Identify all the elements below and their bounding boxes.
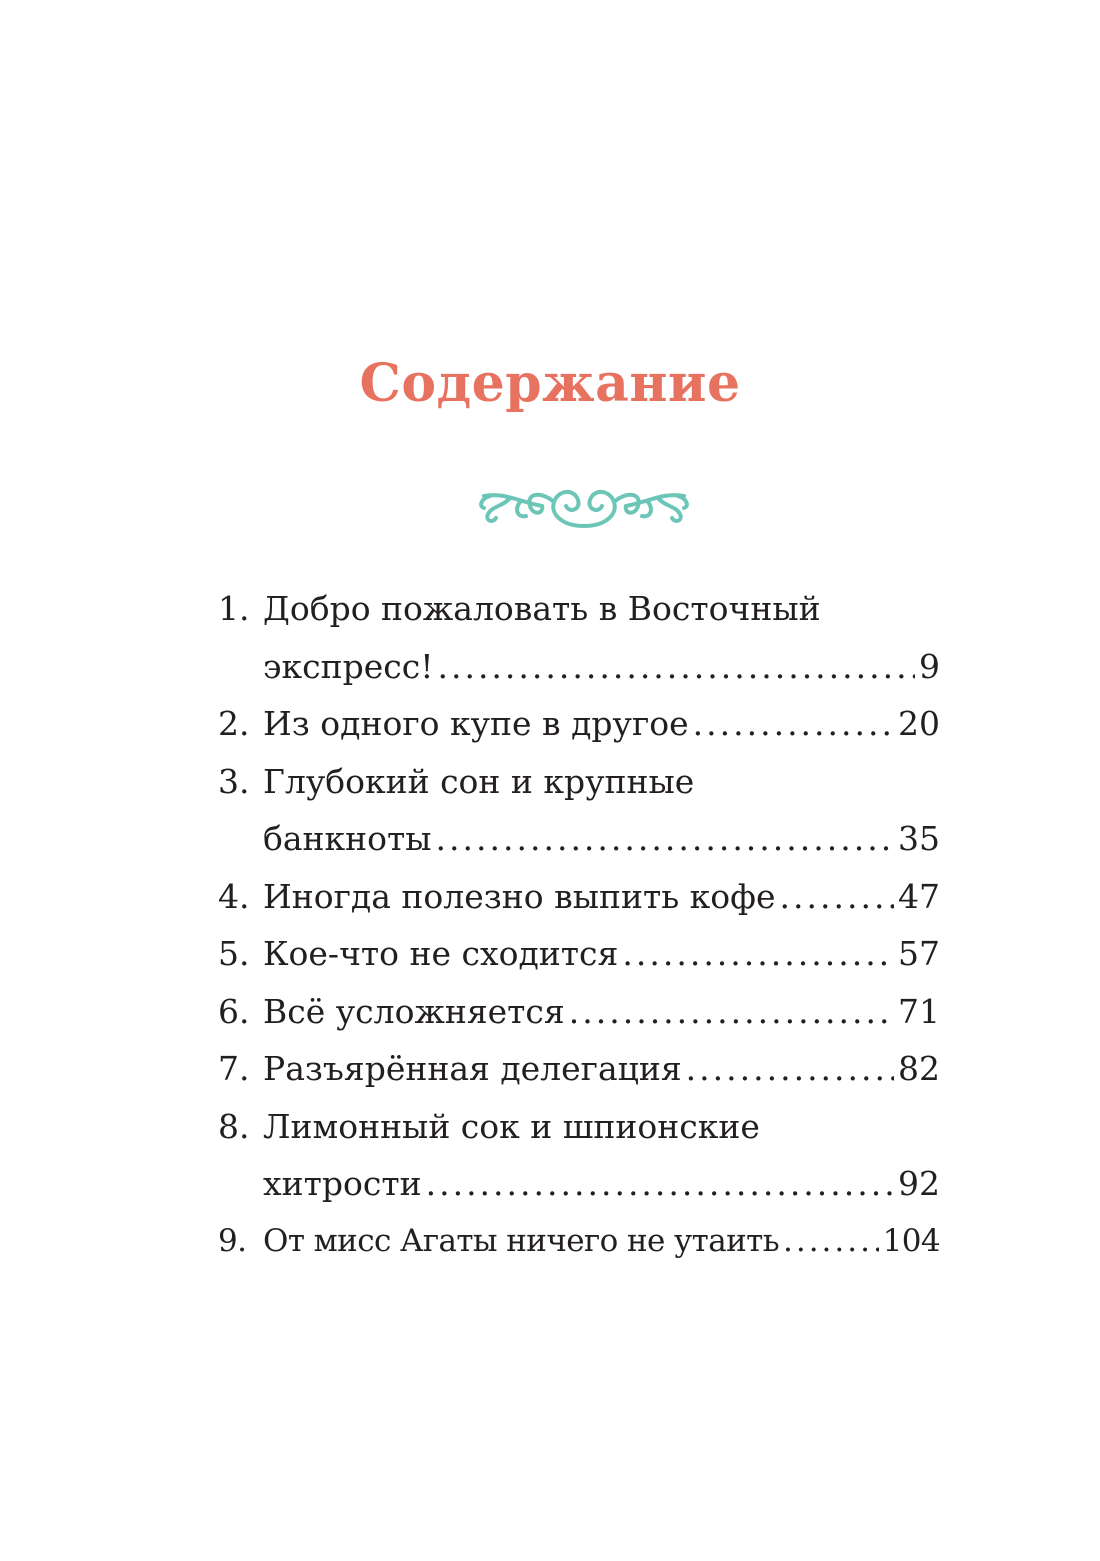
chapter-number: 6. — [218, 991, 250, 1031]
toc-entry-9[interactable] — [218, 1213, 940, 1271]
dot-leader — [622, 925, 894, 983]
page-number: 92 — [898, 1164, 940, 1203]
chapter-title: Глубокий сон и крупные — [263, 761, 695, 801]
chapter-title: Разъярённая делегация — [263, 1049, 682, 1088]
page-number: 57 — [898, 934, 940, 973]
toc-entry-8[interactable] — [218, 1098, 940, 1213]
chapter-number: 7. — [218, 1049, 250, 1088]
dot-leader — [437, 638, 915, 696]
chapter-title: Лимонный сок и шпионские — [263, 1106, 760, 1146]
page-number: 104 — [882, 1222, 940, 1259]
toc-entry-7[interactable] — [218, 1040, 940, 1098]
page-number: 82 — [898, 1049, 940, 1088]
chapter-title: Иногда полезно выпить кофе — [263, 876, 776, 916]
page-number: 47 — [898, 876, 940, 916]
page-number: 9 — [919, 646, 940, 686]
table-of-contents — [218, 580, 940, 1270]
chapter-title-continued: экспресс! — [263, 646, 434, 686]
toc-entry-4[interactable] — [218, 868, 940, 926]
chapter-number: 5. — [218, 934, 250, 973]
page-number: 20 — [898, 704, 940, 743]
dot-leader — [436, 810, 894, 868]
chapter-number: 3. — [218, 761, 250, 801]
chapter-number: 8. — [218, 1106, 250, 1146]
chapter-title: Добро пожаловать в Восточный — [263, 589, 821, 628]
dot-leader — [783, 1213, 879, 1271]
dot-leader — [569, 983, 894, 1041]
toc-entry-3[interactable] — [218, 753, 940, 868]
chapter-number: 9. — [218, 1222, 247, 1259]
page-title: Содержание — [359, 353, 741, 414]
chapter-title-continued: хитрости — [263, 1164, 422, 1203]
chapter-number: 4. — [218, 876, 250, 916]
chapter-title: Кое-что не сходится — [263, 934, 619, 973]
toc-entry-6[interactable] — [218, 983, 940, 1041]
toc-entry-5[interactable] — [218, 925, 940, 983]
chapter-title: Всё усложняется — [263, 991, 565, 1031]
toc-entry-2[interactable] — [218, 695, 940, 753]
chapter-title-continued: банкноты — [263, 819, 432, 858]
chapter-title: Из одного купе в другое — [263, 704, 689, 743]
chapter-number: 2. — [218, 704, 250, 743]
dot-leader — [426, 1155, 894, 1213]
chapter-number: 1. — [218, 589, 250, 628]
dot-leader — [686, 1040, 894, 1098]
flourish-ornament-icon — [470, 476, 698, 536]
page-number: 35 — [898, 819, 940, 858]
page-number: 71 — [898, 991, 940, 1031]
chapter-title: От мисс Агаты ничего не утаить — [263, 1222, 779, 1259]
dot-leader — [780, 868, 894, 926]
toc-entry-1[interactable] — [218, 580, 940, 695]
dot-leader — [693, 695, 894, 753]
